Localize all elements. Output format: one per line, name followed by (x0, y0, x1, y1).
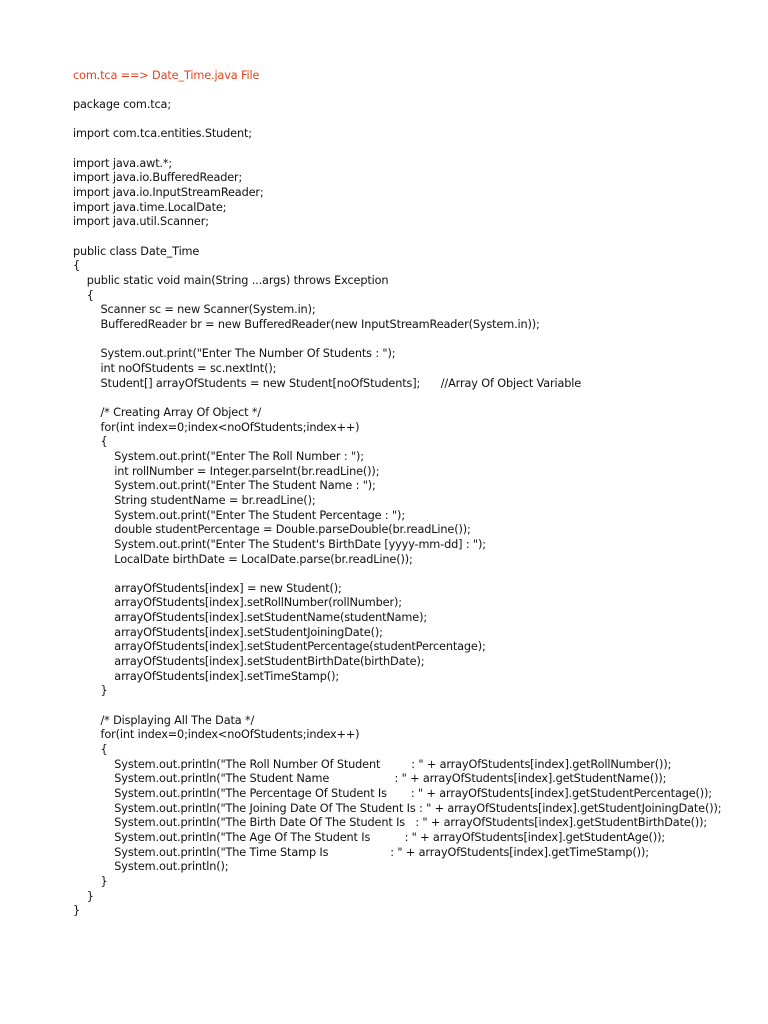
code-line: BufferedReader br = new BufferedReader(new InputStreamReader(System.in)); (73, 317, 540, 331)
code-line: arrayOfStudents[index].setStudentJoiningDate(); (73, 625, 383, 639)
code-line: arrayOfStudents[index].setStudentName(studentName); (73, 611, 427, 625)
code-line: System.out.print("Enter The Student Name : "); (73, 479, 376, 493)
code-line: { (73, 435, 108, 449)
code-line: public class Date_Time (73, 244, 200, 258)
code-line: /* Creating Array Of Object */ (73, 405, 262, 419)
code-line: import java.awt.*; (73, 156, 173, 170)
code-line: System.out.println("The Time Stamp Is : " + arrayOfStudents[index].getTimeStamp()); (73, 845, 649, 859)
code-line: import java.util.Scanner; (73, 215, 209, 229)
code-line: { (73, 259, 81, 273)
code-line: Student[] arrayOfStudents = new Student[noOfStudents]; //Array Of Object Variable (73, 376, 582, 390)
code-line: for(int index=0;index<noOfStudents;index++) (73, 420, 360, 434)
code-line: import com.tca.entities.Student; (73, 127, 252, 141)
code-line: } (73, 904, 81, 918)
code-line: int rollNumber = Integer.parseInt(br.readLine()); (73, 464, 380, 478)
code-line: arrayOfStudents[index].setTimeStamp(); (73, 669, 339, 683)
code-line: arrayOfStudents[index].setStudentPercentage(studentPercentage); (73, 640, 486, 654)
code-line: arrayOfStudents[index].setRollNumber(rollNumber); (73, 596, 402, 610)
code-line: System.out.println(); (73, 860, 229, 874)
document-title: com.tca ==> Date_Time.java File (73, 69, 260, 82)
code-line: for(int index=0;index<noOfStudents;index++) (73, 728, 360, 742)
code-line: System.out.print("Enter The Number Of Students : "); (73, 347, 396, 361)
code-line: System.out.print("Enter The Roll Number : "); (73, 449, 364, 463)
code-line: System.out.println("The Joining Date Of The Student Is : " + arrayOfStudents[index].getStudentJoiningDate()); (73, 801, 722, 815)
code-line: System.out.println("The Roll Number Of Student : " + arrayOfStudents[index].getRollNumber()); (73, 757, 672, 771)
code-line: System.out.println("The Percentage Of Student Is : " + arrayOfStudents[index].getStudentPercentage()); (73, 787, 712, 800)
code-line: System.out.print("Enter The Student Percentage : "); (73, 508, 405, 522)
code-line: System.out.print("Enter The Student's BirthDate [yyyy-mm-dd] : "); (73, 537, 486, 551)
code-line: double studentPercentage = Double.parseDouble(br.readLine()); (73, 523, 471, 537)
code-line: System.out.println("The Birth Date Of The Student Is : " + arrayOfStudents[index].getStudentBirthDate()); (73, 816, 708, 830)
code-line: Scanner sc = new Scanner(System.in); (73, 303, 316, 317)
code-line: /* Displaying All The Data */ (73, 713, 255, 727)
code-line: package com.tca; (73, 98, 171, 111)
code-line: arrayOfStudents[index].setStudentBirthDate(birthDate); (73, 655, 425, 669)
code-line: arrayOfStudents[index] = new Student(); (73, 581, 342, 595)
code-line: int noOfStudents = sc.nextInt(); (73, 361, 277, 375)
code-line: } (73, 875, 108, 888)
code-line: LocalDate birthDate = LocalDate.parse(br.readLine()); (73, 552, 413, 566)
code-line: import java.io.BufferedReader; (73, 171, 243, 185)
code-line: String studentName = br.readLine(); (73, 493, 316, 507)
code-line: } (73, 889, 94, 903)
code-line: { (73, 288, 94, 302)
code-line: public static void main(String ...args) throws Exception (73, 273, 389, 287)
code-line: { (73, 743, 108, 756)
code-line: } (73, 684, 108, 698)
code-line: import java.io.InputStreamReader; (73, 186, 264, 199)
code-line: System.out.println("The Age Of The Student Is : " + arrayOfStudents[index].getStudentAge()); (73, 831, 665, 844)
code-line: System.out.println("The Student Name : " + arrayOfStudents[index].getStudentName()); (73, 772, 667, 786)
code-line: import java.time.LocalDate; (73, 200, 227, 214)
